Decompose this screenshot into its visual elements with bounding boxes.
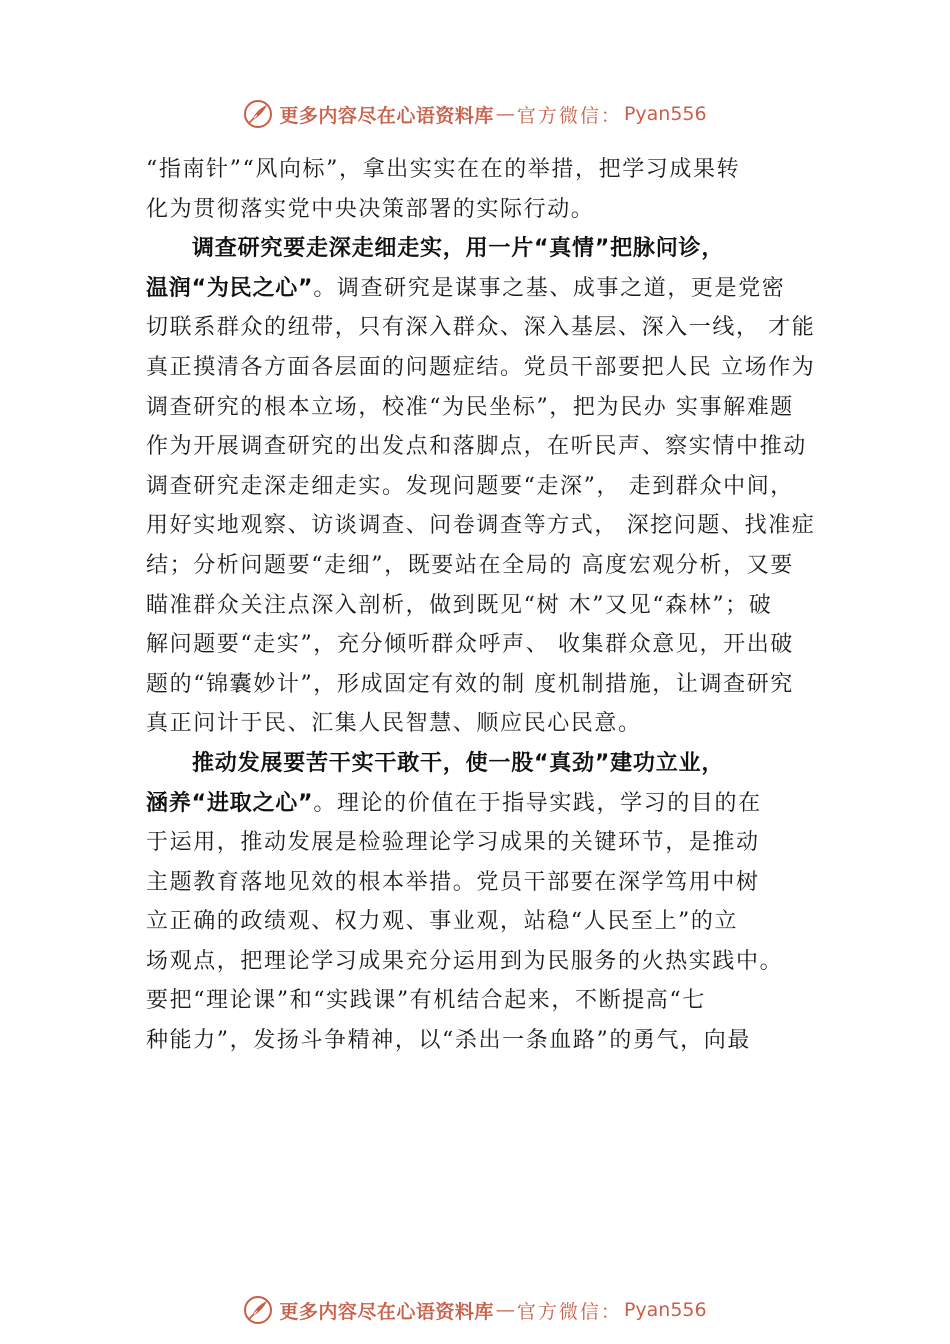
header-banner <box>0 94 950 134</box>
text-line: 用好实地观察、访谈调查、问卷调查等方式， 深挖问题、找准症 <box>146 513 816 539</box>
text-line: 要把“理论课”和“实践课”有机结合起来，不断提高“七 <box>146 988 706 1014</box>
text-run: 。理论的价值在于指导实践，学习的目的在 <box>313 790 762 816</box>
banner-wechat-id: Pyan556 <box>623 103 707 125</box>
heading-text: 涵养“进取之心” <box>146 790 314 816</box>
text-line: 调查研究走深走细走实。发现问题要“走深”， 走到群众中间， <box>146 473 794 499</box>
feather-pen-icon <box>243 99 273 129</box>
text-line: 切联系群众的纽带，只有深入群众、深入基层、深入一线， 才能 <box>146 315 816 341</box>
text-line: 主题教育落地见效的根本举措。党员干部要在深学笃用中树 <box>146 869 760 895</box>
banner-wechat-id: Pyan556 <box>623 1299 707 1321</box>
heading-text: 推动发展要苦干实干敢干，使一股“真劲”建功立业， <box>192 750 725 776</box>
text-line <box>146 784 836 824</box>
text-run: 。调查研究是谋事之基、成事之道，更是党密 <box>313 275 786 301</box>
text-line: 结；分析问题要“走细”，既要站在全局的 高度宏观分析，又要 <box>146 552 794 578</box>
text-line: 场观点，把理论学习成果充分运用到为民服务的火热实践中。 <box>146 948 784 974</box>
paragraph-heading <box>146 744 836 784</box>
text-line: 调查研究的根本立场，校准“为民坐标”，把为民办 实事解难题 <box>146 394 794 420</box>
banner-brand: 更多内容尽在心语资料库 <box>279 104 494 127</box>
text-line: 真正摸清各方面各层面的问题症结。党员干部要把人民 立场作为 <box>146 354 816 380</box>
heading-text: 调查研究要走深走细走实，用一片“真情”把脉问诊， <box>192 236 725 262</box>
text-line: 作为开展调查研究的出发点和落脚点，在听民声、察实情中推动 <box>146 434 807 460</box>
text-line: 真正问计于民、汇集人民智慧、顺应民心民意。 <box>146 711 642 737</box>
footer-banner <box>0 1290 950 1330</box>
heading-text: 温润“为民之心” <box>146 275 314 301</box>
banner-official-label: 官方微信： <box>516 104 622 127</box>
text-line: 于运用，推动发展是检验理论学习成果的关键环节，是推动 <box>146 830 760 856</box>
banner-official-label: 官方微信： <box>516 1300 622 1323</box>
text-line: “指南针”“风向标”，拿出实实在在的举措，把学习成果转 <box>146 157 741 182</box>
text-line <box>146 269 836 309</box>
document-body <box>146 150 836 1061</box>
text-line: 题的“锦囊妙计”，形成固定有效的制 度机制措施，让调查研究 <box>146 671 794 697</box>
text-line: 解问题要“走实”，充分倾听群众呼声、 收集群众意见，开出破 <box>146 632 794 658</box>
banner-dash: — <box>495 103 515 125</box>
banner-brand: 更多内容尽在心语资料库 <box>279 1300 494 1323</box>
text-line: 立正确的政绩观、权力观、事业观，站稳“人民至上”的立 <box>146 909 739 935</box>
text-line: 化为贯彻落实党中央决策部署的实际行动。 <box>146 196 595 222</box>
banner-dash: — <box>495 1299 515 1321</box>
paragraph-heading <box>146 229 836 269</box>
feather-pen-icon <box>243 1295 273 1325</box>
text-line: 种能力”，发扬斗争精神，以“杀出一条血路”的勇气，向最 <box>146 1028 751 1054</box>
text-line: 瞄准群众关注点深入剖析，做到既见“树 木”又见“森林”；破 <box>146 592 773 618</box>
